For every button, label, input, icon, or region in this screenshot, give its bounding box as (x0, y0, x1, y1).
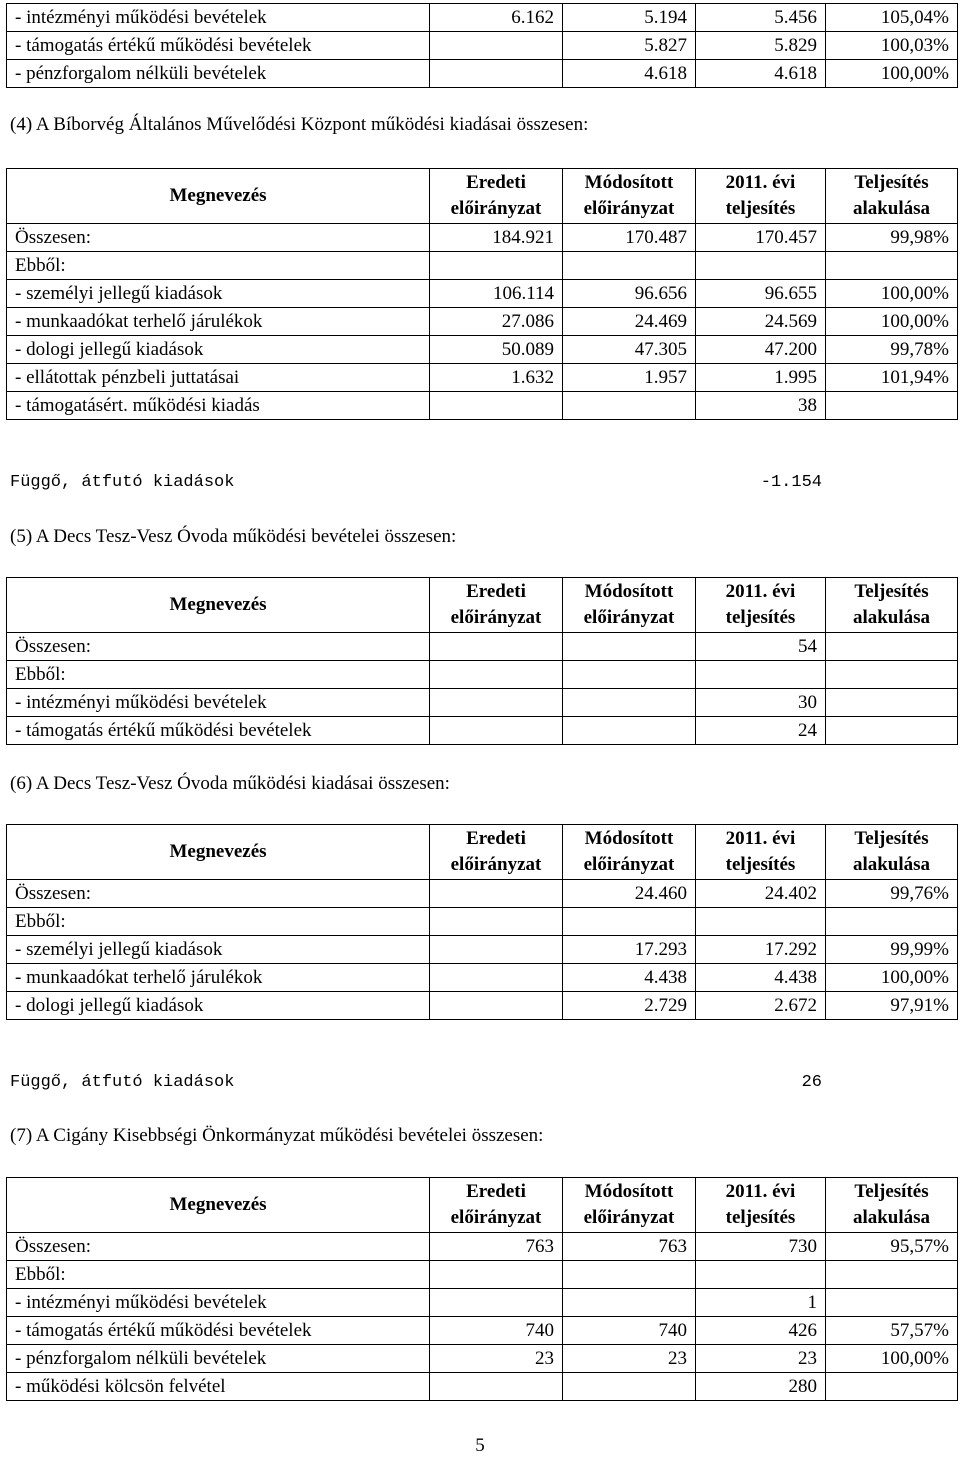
row-label: - munkaadókat terhelő járulékok (7, 964, 430, 992)
cell-alakulas: 99,98% (826, 224, 958, 252)
row-label: - működési kölcsön felvétel (7, 1373, 430, 1401)
header-modositott: Módosított előirányzat (563, 825, 696, 880)
row-label: - pénzforgalom nélküli bevételek (7, 60, 430, 88)
cell-eredeti (430, 936, 563, 964)
cell-modositott: 2.729 (563, 992, 696, 1020)
table-row (7, 4, 958, 32)
row-label: - intézményi működési bevételek (7, 1289, 430, 1317)
cell-alakulas (826, 392, 958, 420)
cell-teljesites: 24.402 (696, 880, 826, 908)
row-label: - személyi jellegű kiadások (7, 280, 430, 308)
cell-modositott: 5.827 (563, 32, 696, 60)
cell-modositott: 763 (563, 1233, 696, 1261)
table-row (7, 32, 958, 60)
cell-teljesites: 5.456 (696, 4, 826, 32)
header-teljesites: 2011. évi teljesítés (696, 1178, 826, 1233)
cell-eredeti (430, 661, 563, 689)
section-6-fuggo-label: Függő, átfutó kiadások (10, 1073, 235, 1092)
cell-alakulas: 100,00% (826, 308, 958, 336)
table-header-row (7, 825, 958, 880)
section-4-title: (4) A Bíborvég Általános Művelődési Központ működési kiadásai összesen: (10, 114, 589, 135)
header-modositott: Módosított előirányzat (563, 169, 696, 224)
header-eredeti: Eredeti előirányzat (430, 578, 563, 633)
table-row (7, 689, 958, 717)
table-row (7, 1233, 958, 1261)
cell-teljesites: 54 (696, 633, 826, 661)
row-label: - pénzforgalom nélküli bevételek (7, 1345, 430, 1373)
row-label: - támogatás értékű működési bevételek (7, 1317, 430, 1345)
table-row (7, 1317, 958, 1345)
cell-teljesites (696, 661, 826, 689)
table-row (7, 1289, 958, 1317)
cell-modositott: 47.305 (563, 336, 696, 364)
section-7-table (6, 1177, 958, 1401)
cell-teljesites: 24.569 (696, 308, 826, 336)
cell-modositott: 24.460 (563, 880, 696, 908)
cell-teljesites: 47.200 (696, 336, 826, 364)
cell-modositott (563, 717, 696, 745)
cell-teljesites: 280 (696, 1373, 826, 1401)
row-label: Összesen: (7, 1233, 430, 1261)
top-continuation-table (6, 3, 958, 88)
cell-alakulas (826, 661, 958, 689)
table-row (7, 661, 958, 689)
table-row (7, 936, 958, 964)
cell-alakulas: 100,00% (826, 1345, 958, 1373)
cell-alakulas: 105,04% (826, 4, 958, 32)
table-row (7, 1261, 958, 1289)
header-eredeti: Eredeti előirányzat (430, 169, 563, 224)
row-label: Összesen: (7, 880, 430, 908)
row-label: - személyi jellegű kiadások (7, 936, 430, 964)
cell-modositott: 17.293 (563, 936, 696, 964)
row-label: Ebből: (7, 661, 430, 689)
table-row (7, 908, 958, 936)
cell-modositott: 1.957 (563, 364, 696, 392)
cell-teljesites: 38 (696, 392, 826, 420)
header-modositott: Módosított előirányzat (563, 578, 696, 633)
cell-modositott (563, 1261, 696, 1289)
table-row (7, 992, 958, 1020)
cell-teljesites: 96.655 (696, 280, 826, 308)
cell-teljesites: 730 (696, 1233, 826, 1261)
row-label: - támogatás értékű működési bevételek (7, 717, 430, 745)
cell-eredeti (430, 1373, 563, 1401)
cell-modositott: 4.618 (563, 60, 696, 88)
cell-modositott (563, 252, 696, 280)
cell-teljesites (696, 1261, 826, 1289)
cell-modositott: 740 (563, 1317, 696, 1345)
cell-modositott (563, 633, 696, 661)
cell-eredeti: 23 (430, 1345, 563, 1373)
cell-teljesites: 4.438 (696, 964, 826, 992)
section-4-table (6, 168, 958, 420)
cell-alakulas (826, 1289, 958, 1317)
cell-teljesites: 170.457 (696, 224, 826, 252)
cell-teljesites: 24 (696, 717, 826, 745)
cell-eredeti: 1.632 (430, 364, 563, 392)
table-row (7, 308, 958, 336)
cell-eredeti: 763 (430, 1233, 563, 1261)
cell-modositott (563, 661, 696, 689)
cell-eredeti (430, 689, 563, 717)
cell-alakulas: 100,00% (826, 964, 958, 992)
table-row (7, 392, 958, 420)
cell-alakulas (826, 252, 958, 280)
cell-modositott (563, 908, 696, 936)
header-alakulas: Teljesítés alakulása (826, 578, 958, 633)
cell-teljesites: 5.829 (696, 32, 826, 60)
table-row (7, 1345, 958, 1373)
cell-alakulas: 95,57% (826, 1233, 958, 1261)
header-eredeti: Eredeti előirányzat (430, 1178, 563, 1233)
header-megnevezes: Megnevezés (7, 578, 430, 633)
cell-teljesites: 1.995 (696, 364, 826, 392)
row-label: - dologi jellegű kiadások (7, 992, 430, 1020)
cell-eredeti (430, 392, 563, 420)
table-row (7, 964, 958, 992)
cell-modositott: 170.487 (563, 224, 696, 252)
cell-eredeti: 6.162 (430, 4, 563, 32)
row-label: - dologi jellegű kiadások (7, 336, 430, 364)
cell-modositott: 5.194 (563, 4, 696, 32)
header-alakulas: Teljesítés alakulása (826, 169, 958, 224)
table-header-row (7, 578, 958, 633)
header-megnevezes: Megnevezés (7, 169, 430, 224)
cell-eredeti (430, 880, 563, 908)
cell-alakulas (826, 717, 958, 745)
cell-eredeti (430, 252, 563, 280)
row-label: - munkaadókat terhelő járulékok (7, 308, 430, 336)
cell-alakulas: 99,99% (826, 936, 958, 964)
section-5-table (6, 577, 958, 745)
table-row (7, 717, 958, 745)
table-row (7, 336, 958, 364)
cell-eredeti (430, 908, 563, 936)
cell-modositott (563, 1289, 696, 1317)
cell-eredeti (430, 633, 563, 661)
section-7-title: (7) A Cigány Kisebbségi Önkormányzat működési bevételei összesen: (10, 1125, 544, 1146)
cell-alakulas (826, 1261, 958, 1289)
cell-modositott (563, 1373, 696, 1401)
cell-modositott (563, 392, 696, 420)
cell-eredeti (430, 717, 563, 745)
cell-alakulas: 101,94% (826, 364, 958, 392)
cell-eredeti (430, 1261, 563, 1289)
table-row (7, 880, 958, 908)
row-label: Összesen: (7, 633, 430, 661)
header-teljesites: 2011. évi teljesítés (696, 578, 826, 633)
cell-teljesites: 2.672 (696, 992, 826, 1020)
row-label: - támogatásért. működési kiadás (7, 392, 430, 420)
section-6-table (6, 824, 958, 1020)
page-number: 5 (475, 1435, 485, 1456)
row-label: Összesen: (7, 224, 430, 252)
row-label: - ellátottak pénzbeli juttatásai (7, 364, 430, 392)
table-row (7, 60, 958, 88)
row-label: Ebből: (7, 1261, 430, 1289)
header-teljesites: 2011. évi teljesítés (696, 169, 826, 224)
cell-modositott: 23 (563, 1345, 696, 1373)
section-6-fuggo-value: 26 (801, 1073, 822, 1092)
cell-teljesites: 17.292 (696, 936, 826, 964)
cell-alakulas (826, 689, 958, 717)
cell-modositott (563, 689, 696, 717)
cell-alakulas (826, 633, 958, 661)
header-teljesites: 2011. évi teljesítés (696, 825, 826, 880)
section-6-title: (6) A Decs Tesz-Vesz Óvoda működési kiadásai összesen: (10, 773, 450, 794)
cell-teljesites: 30 (696, 689, 826, 717)
section-4-fuggo-value: -1.154 (760, 473, 822, 492)
cell-eredeti: 740 (430, 1317, 563, 1345)
header-eredeti: Eredeti előirányzat (430, 825, 563, 880)
cell-modositott: 24.469 (563, 308, 696, 336)
cell-eredeti (430, 32, 563, 60)
section-5-title: (5) A Decs Tesz-Vesz Óvoda működési bevételei összesen: (10, 526, 457, 547)
cell-eredeti (430, 992, 563, 1020)
header-modositott: Módosított előirányzat (563, 1178, 696, 1233)
cell-alakulas: 57,57% (826, 1317, 958, 1345)
header-megnevezes: Megnevezés (7, 1178, 430, 1233)
cell-alakulas: 97,91% (826, 992, 958, 1020)
cell-eredeti: 27.086 (430, 308, 563, 336)
table-header-row (7, 169, 958, 224)
table-row (7, 224, 958, 252)
cell-eredeti: 106.114 (430, 280, 563, 308)
cell-eredeti (430, 1289, 563, 1317)
cell-modositott: 96.656 (563, 280, 696, 308)
header-alakulas: Teljesítés alakulása (826, 1178, 958, 1233)
cell-alakulas (826, 908, 958, 936)
cell-eredeti (430, 964, 563, 992)
cell-alakulas: 99,76% (826, 880, 958, 908)
cell-teljesites: 23 (696, 1345, 826, 1373)
cell-teljesites (696, 252, 826, 280)
cell-alakulas (826, 1373, 958, 1401)
cell-eredeti: 50.089 (430, 336, 563, 364)
table-row (7, 1373, 958, 1401)
table-row (7, 252, 958, 280)
cell-alakulas: 100,03% (826, 32, 958, 60)
header-megnevezes: Megnevezés (7, 825, 430, 880)
row-label: Ebből: (7, 908, 430, 936)
row-label: - intézményi működési bevételek (7, 689, 430, 717)
cell-eredeti (430, 60, 563, 88)
section-4-fuggo-label: Függő, átfutó kiadások (10, 473, 235, 492)
header-alakulas: Teljesítés alakulása (826, 825, 958, 880)
table-row (7, 364, 958, 392)
cell-eredeti: 184.921 (430, 224, 563, 252)
cell-alakulas: 100,00% (826, 280, 958, 308)
row-label: - intézményi működési bevételek (7, 4, 430, 32)
cell-teljesites (696, 908, 826, 936)
table-row (7, 633, 958, 661)
cell-teljesites: 1 (696, 1289, 826, 1317)
row-label: - támogatás értékű működési bevételek (7, 32, 430, 60)
cell-modositott: 4.438 (563, 964, 696, 992)
row-label: Ebből: (7, 252, 430, 280)
cell-teljesites: 4.618 (696, 60, 826, 88)
table-header-row (7, 1178, 958, 1233)
table-row (7, 280, 958, 308)
cell-alakulas: 100,00% (826, 60, 958, 88)
cell-teljesites: 426 (696, 1317, 826, 1345)
cell-alakulas: 99,78% (826, 336, 958, 364)
